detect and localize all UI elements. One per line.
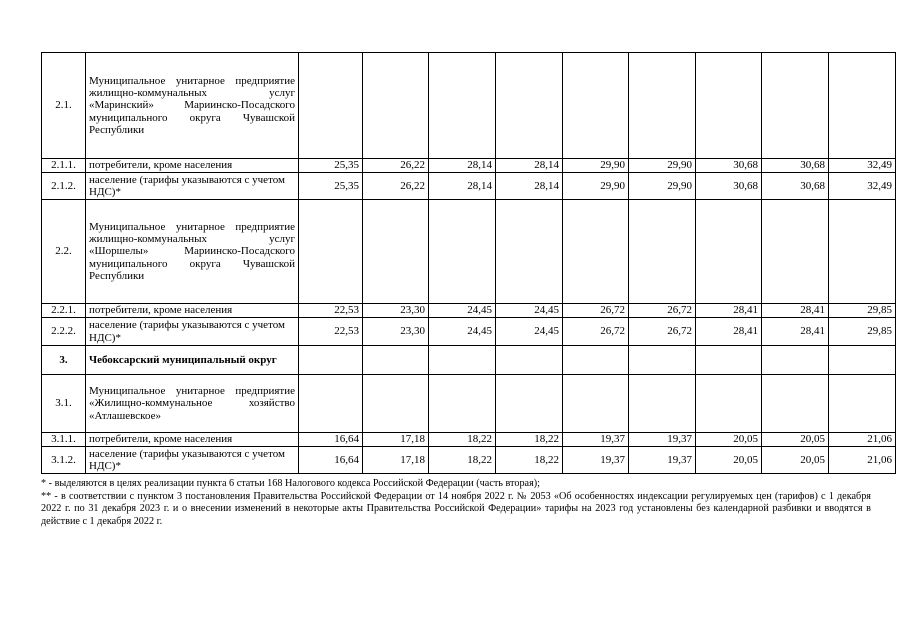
tariff-value: 16,64: [299, 447, 363, 474]
tariff-value: 24,45: [496, 318, 563, 346]
tariff-value: [829, 375, 896, 433]
tariff-value: [563, 346, 629, 375]
tariff-value: 26,72: [563, 304, 629, 318]
tariff-value: 24,45: [429, 318, 496, 346]
tariff-value: 28,41: [696, 318, 762, 346]
tariff-value: 20,05: [762, 433, 829, 447]
tariff-value: 28,41: [762, 318, 829, 346]
tariff-value: 17,18: [363, 447, 429, 474]
table-row: [42, 173, 896, 200]
tariff-value: 30,68: [696, 159, 762, 173]
tariff-value: 29,85: [829, 304, 896, 318]
tariff-value: 25,35: [299, 159, 363, 173]
tariff-value: 26,22: [363, 173, 429, 200]
row-description: Муниципальное унитарное предприятие «Жилищно-коммунальное хозяйство «Атлашевское»: [86, 375, 299, 433]
row-description: потребители, кроме населения: [86, 159, 299, 173]
row-description: потребители, кроме населения: [86, 304, 299, 318]
tariff-value: 28,14: [496, 173, 563, 200]
tariff-value: 16,64: [299, 433, 363, 447]
tariff-value: [363, 346, 429, 375]
tariff-value: [496, 375, 563, 433]
tariff-value: [496, 53, 563, 159]
row-number: 2.2.2.: [42, 318, 86, 346]
row-description: Муниципальное унитарное предприятие жилищно-коммунальных услуг «Маринский» Мариинско-Посадского муниципального округа Чувашской Республики: [86, 53, 299, 159]
row-description: население (тарифы указываются с учетом НДС)*: [86, 318, 299, 346]
row-description: население (тарифы указываются с учетом НДС)*: [86, 173, 299, 200]
footnote-vat: * - выделяются в целях реализации пункта 6 статьи 168 Налогового кодекса Российской Федерации (часть вторая);: [41, 478, 540, 489]
tariff-value: 18,22: [496, 433, 563, 447]
tariff-value: 26,72: [629, 318, 696, 346]
tariff-value: [696, 53, 762, 159]
table-row: [42, 375, 896, 433]
tariff-value: 29,90: [563, 173, 629, 200]
table-row: [42, 433, 896, 447]
tariff-value: 18,22: [496, 447, 563, 474]
tariff-value: [429, 346, 496, 375]
tariff-value: [696, 346, 762, 375]
tariff-value: 18,22: [429, 433, 496, 447]
tariff-value: 19,37: [629, 433, 696, 447]
tariff-value: [299, 346, 363, 375]
tariff-value: [496, 200, 563, 304]
tariff-table: [41, 52, 896, 474]
table-row: [42, 346, 896, 375]
tariff-value: 20,05: [762, 447, 829, 474]
tariff-value: 24,45: [496, 304, 563, 318]
tariff-value: 20,05: [696, 447, 762, 474]
tariff-value: [496, 346, 563, 375]
tariff-value: [762, 53, 829, 159]
tariff-value: [299, 200, 363, 304]
tariff-value: 22,53: [299, 318, 363, 346]
tariff-value: [429, 53, 496, 159]
tariff-value: [429, 375, 496, 433]
tariff-value: 28,41: [696, 304, 762, 318]
tariff-value: [563, 53, 629, 159]
table-row: [42, 304, 896, 318]
tariff-value: [762, 200, 829, 304]
tariff-value: 19,37: [563, 447, 629, 474]
tariff-value: 29,90: [563, 159, 629, 173]
tariff-value: 29,90: [629, 159, 696, 173]
table-row: [42, 200, 896, 304]
row-description: Муниципальное унитарное предприятие жилищно-коммунальных услуг «Шоршелы» Мариинско-Посадского муниципального округа Чувашской Республики: [86, 200, 299, 304]
tariff-value: [696, 200, 762, 304]
tariff-value: [429, 200, 496, 304]
table-body: [42, 53, 896, 474]
tariff-value: 23,30: [363, 304, 429, 318]
tariff-value: [629, 375, 696, 433]
row-description: население (тарифы указываются с учетом НДС)*: [86, 447, 299, 474]
tariff-value: 29,85: [829, 318, 896, 346]
tariff-value: [363, 200, 429, 304]
tariff-value: 26,22: [363, 159, 429, 173]
table-row: [42, 447, 896, 474]
tariff-value: [563, 375, 629, 433]
tariff-value: 28,41: [762, 304, 829, 318]
row-number: 3.: [42, 346, 86, 375]
tariff-value: [762, 375, 829, 433]
tariff-value: 19,37: [629, 447, 696, 474]
row-number: 2.2.: [42, 200, 86, 304]
tariff-value: [363, 53, 429, 159]
tariff-value: 25,35: [299, 173, 363, 200]
footnotes: [41, 478, 871, 528]
tariff-value: 21,06: [829, 433, 896, 447]
tariff-value: 32,49: [829, 173, 896, 200]
tariff-value: [363, 375, 429, 433]
tariff-value: 30,68: [762, 159, 829, 173]
tariff-value: 22,53: [299, 304, 363, 318]
tariff-value: 19,37: [563, 433, 629, 447]
tariff-value: 28,14: [429, 173, 496, 200]
table-row: [42, 159, 896, 173]
tariff-value: [829, 346, 896, 375]
tariff-value: [629, 346, 696, 375]
tariff-value: 26,72: [629, 304, 696, 318]
tariff-value: 18,22: [429, 447, 496, 474]
tariff-value: [563, 200, 629, 304]
row-number: 3.1.2.: [42, 447, 86, 474]
tariff-value: 30,68: [762, 173, 829, 200]
tariff-value: 32,49: [829, 159, 896, 173]
tariff-value: 28,14: [429, 159, 496, 173]
row-description: Чебоксарский муниципальный округ: [86, 346, 299, 375]
row-number: 2.1.: [42, 53, 86, 159]
row-number: 2.1.1.: [42, 159, 86, 173]
row-number: 2.1.2.: [42, 173, 86, 200]
footnote-decree: ** - в соответствии с пунктом 3 постановления Правительства Российской Федерации от 14 ноября 2022 г. № 2053 «Об особенностях индексации регулируемых цен (тарифов) с 1 декабря 2022 г. по 31 декабря 2023 г. и о внесении изменений в некоторые акты Правительства Российской Федерации» тарифы на 2023 год установлены без календарной разбивки и вводятся в действие с 1 декабря 2022 г.: [41, 490, 871, 527]
tariff-value: [696, 375, 762, 433]
tariff-value: [299, 375, 363, 433]
tariff-value: 29,90: [629, 173, 696, 200]
tariff-value: 26,72: [563, 318, 629, 346]
tariff-value: [829, 53, 896, 159]
tariff-value: [629, 53, 696, 159]
tariff-value: [829, 200, 896, 304]
row-description: потребители, кроме населения: [86, 433, 299, 447]
tariff-value: 28,14: [496, 159, 563, 173]
tariff-value: 24,45: [429, 304, 496, 318]
tariff-value: [762, 346, 829, 375]
tariff-value: 21,06: [829, 447, 896, 474]
row-number: 3.1.1.: [42, 433, 86, 447]
tariff-value: 30,68: [696, 173, 762, 200]
row-number: 2.2.1.: [42, 304, 86, 318]
row-number: 3.1.: [42, 375, 86, 433]
tariff-value: [629, 200, 696, 304]
tariff-value: 20,05: [696, 433, 762, 447]
tariff-value: 17,18: [363, 433, 429, 447]
tariff-value: 23,30: [363, 318, 429, 346]
tariff-value: [299, 53, 363, 159]
table-row: [42, 318, 896, 346]
table-row: [42, 53, 896, 159]
